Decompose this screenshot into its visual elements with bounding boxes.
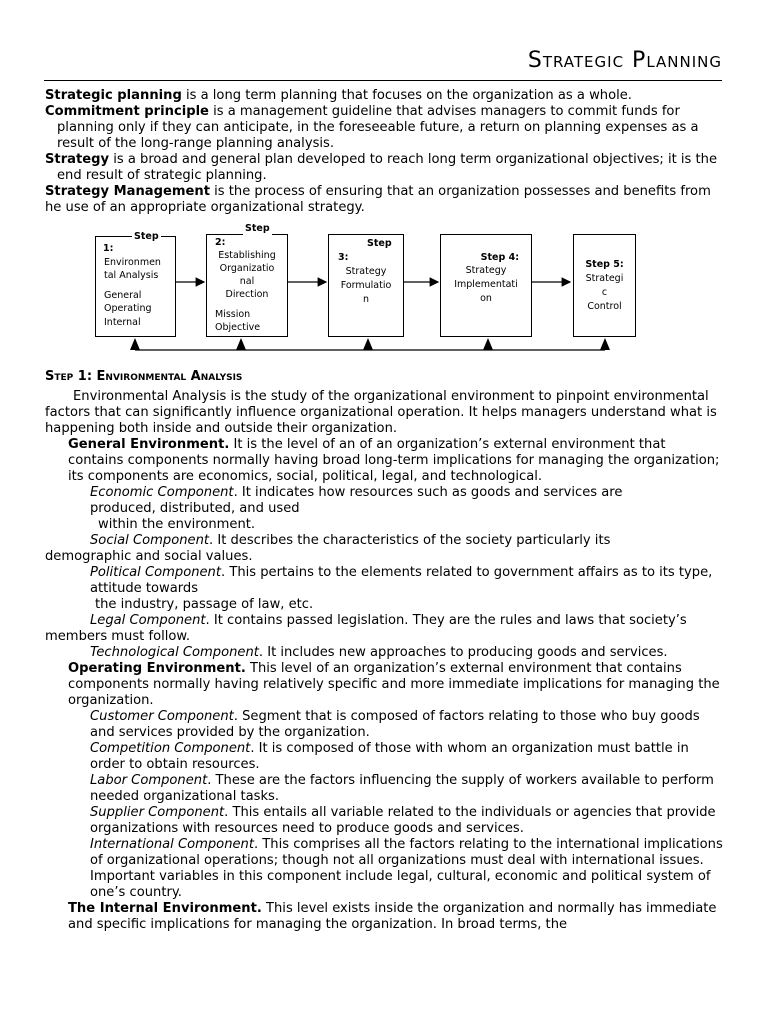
legal-component: Legal Component. It contains passed legislation. They are the rules and laws that society’s [90,613,687,628]
political-component: Political Component. This pertains to the elements related to government affairs as to its type, attitude towards [90,565,713,596]
step2-box: Step 2: Establishing Organizatio nal Direction Mission Objective [206,234,288,337]
definition-strategic-planning: Strategic planning is a long term planning that focuses on the organization as a whole. [45,88,632,103]
legal-component-cont: members must follow. [45,629,191,644]
environmental-analysis-intro: Environmental Analysis is the study of the organizational environment to pinpoint environmental factors that can significantly influence organizational operation. It helps managers understand what is happening both inside and outside their organization. [45,389,717,436]
intro-definitions [45,88,725,216]
step5-box: Step 5: Strategi c Control [573,234,636,337]
feedback-arrows [130,338,610,350]
step4-box: Step 4: Strategy Implementati on [440,234,532,337]
competition-component: Competition Component. It is composed of those with whom an organization must battle in order to obtain resources. [90,741,689,772]
feedback-arrow-step2 [236,338,246,350]
definition-commitment-principle: Commitment principle is a management guideline that advises managers to commit funds for planning only if they can anticipate, in the foreseeable future, a return on planning expenses as a result of the long-range planning analysis. [45,104,699,151]
political-component-cont: the industry, passage of law, etc. [95,597,314,612]
step1-box: Step 1: Environmen tal Analysis General Operating Internal [95,236,176,337]
customer-component: Customer Component. Segment that is composed of factors relating to those who buy goods and services provided by the organization. [90,709,700,740]
economic-component: Economic Component. It indicates how resources such as goods and services are produced, distributed, and used [90,485,623,516]
feedback-arrow-step1 [130,338,140,350]
section-step1 [45,369,725,933]
social-component: Social Component. It describes the characteristics of the society particularly its [90,533,611,548]
page-title: Strategic Planning [527,48,722,73]
supplier-component: Supplier Component. This entails all variable related to the individuals or agencies that provide organizations with resources need to produce goods and services. [90,805,716,836]
definition-strategy: Strategy is a broad and general plan developed to reach long term organizational objectives; it is the end result of strategic planning. [45,152,718,183]
labor-component: Labor Component. These are the factors influencing the supply of workers available to perform needed organizational tasks. [90,773,714,804]
internal-environment: The Internal Environment. This level exists inside the organization and normally has immediate and specific implications for managing the organization. In broad terms, the [68,901,717,932]
feedback-arrow-step4 [483,338,493,350]
international-component: International Component. This comprises all the factors relating to the international implications of organizational operations; though not all organizations must deal with international issues. Important variables in this component include legal, cultural, economic and political system of one’s country. [90,837,723,900]
feedback-arrow-step5 [600,338,610,350]
section-heading: Step 1: Environmental Analysis [45,369,243,384]
feedback-arrow-step3 [363,338,373,350]
technological-component: Technological Component. It includes new approaches to producing goods and services. [90,645,668,660]
definition-strategy-management: Strategy Management is the process of ensuring that an organization possesses and benefits from he use of an appropriate organizational strategy. [45,184,711,215]
title-rule [44,80,722,81]
economic-component-cont: within the environment. [98,517,256,532]
social-component-cont: demographic and social values. [45,549,253,564]
general-environment: General Environment. It is the level of an of an organization’s external environment that contains components normally having broad long-term implications for managing the organization; its components are economics, social, political, legal, and technological. [68,437,720,484]
step3-box: Step 3: Strategy Formulatio n [328,234,404,337]
operating-environment: Operating Environment. This level of an organization’s external environment that contains components normally having relatively specific and more immediate implications for managing the organization. [68,661,720,708]
